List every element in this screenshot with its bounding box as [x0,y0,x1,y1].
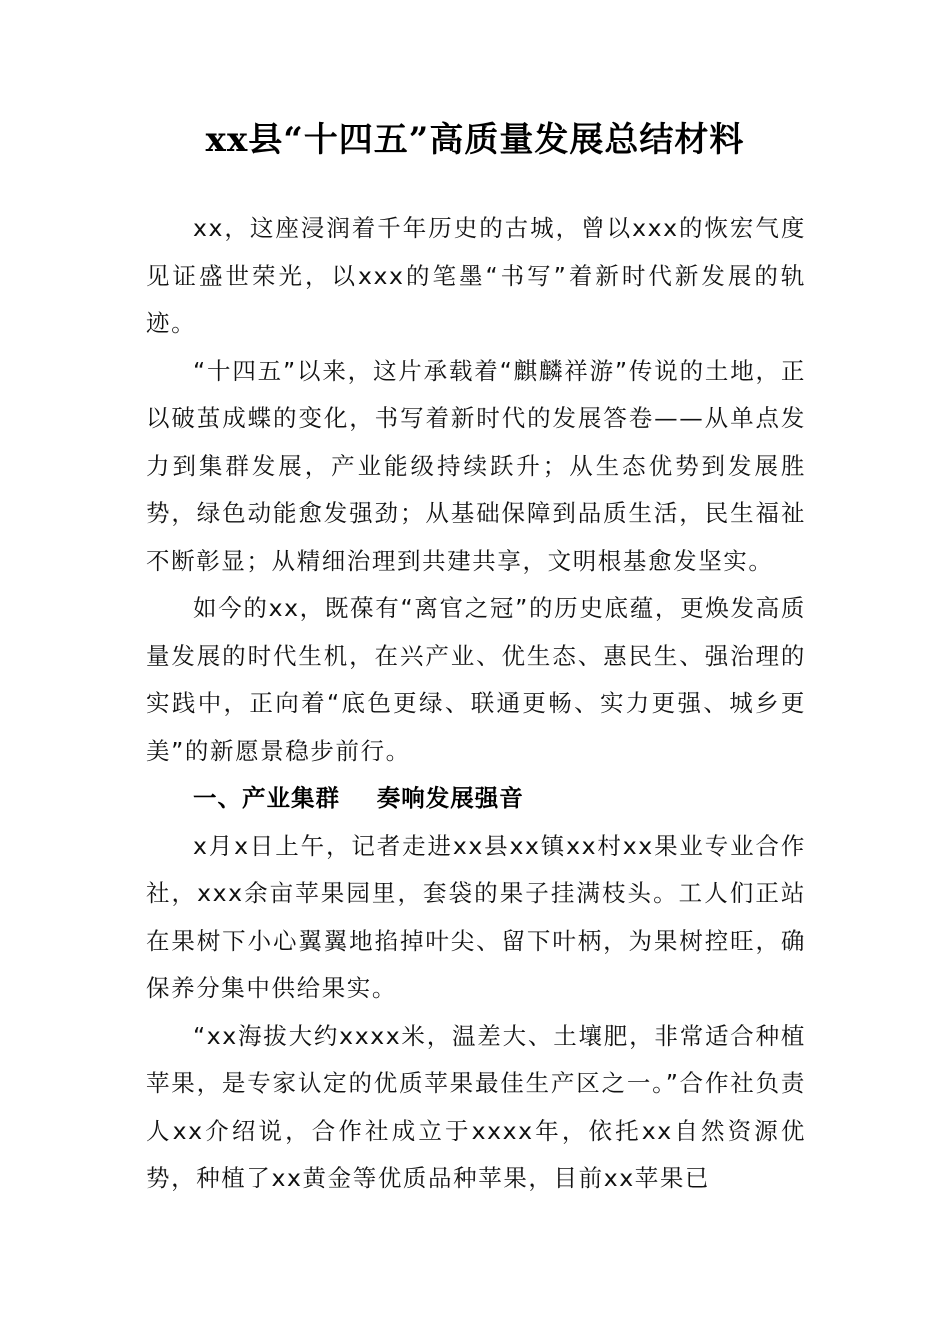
paragraph-intro: xx，这座浸润着千年历史的古城，曾以xxx的恢宏气度见证盛世荣光，以xxx的笔墨“书写”着新时代新发展的轨迹。 [146,214,806,337]
paragraph-fourteenth-five-year: “十四五”以来，这片承载着“麒麟祥游”传说的土地，正以破茧成蝶的变化，书写着新时代的发展答卷——从单点发力到集群发展，产业能级持续跃升；从生态优势到发展胜势，绿色动能愈发强劲；从基础保障到品质生活，民生福祉不断彰显；从精细治理到共建共享，文明根基愈发坚实。 [146,356,806,575]
paragraph-today: 如今的xx，既葆有“离官之冠”的历史底蕴，更焕发高质量发展的时代生机，在兴产业、优生态、惠民生、强治理的实践中，正向着“底色更绿、联通更畅、实力更强、城乡更美”的新愿景稳步前行。 [146,594,806,765]
paragraph-cooperative-quote: “xx海拔大约xxxx米，温差大、土壤肥，非常适合种植苹果，是专家认定的优质苹果最佳生产区之一。”合作社负责人xx介绍说，合作社成立于xxxx年，依托xx自然资源优势，种植了xx黄金等优质品种苹果，目前xx苹果已 [146,1021,806,1192]
section-heading: 一、产业集群 奏响发展强音 [193,784,524,812]
document-title: xx县“十四五”高质量发展总结材料 [205,120,745,160]
document-body [146,205,806,1203]
paragraph-orchard-visit: x月x日上午，记者走进xx县xx镇xx村xx果业专业合作社，xxx余亩苹果园里，套袋的果子挂满枝头。工人们正站在果树下小心翼翼地掐掉叶尖、留下叶柄，为果树控旺，确保养分集中供给果实。 [146,831,806,1002]
